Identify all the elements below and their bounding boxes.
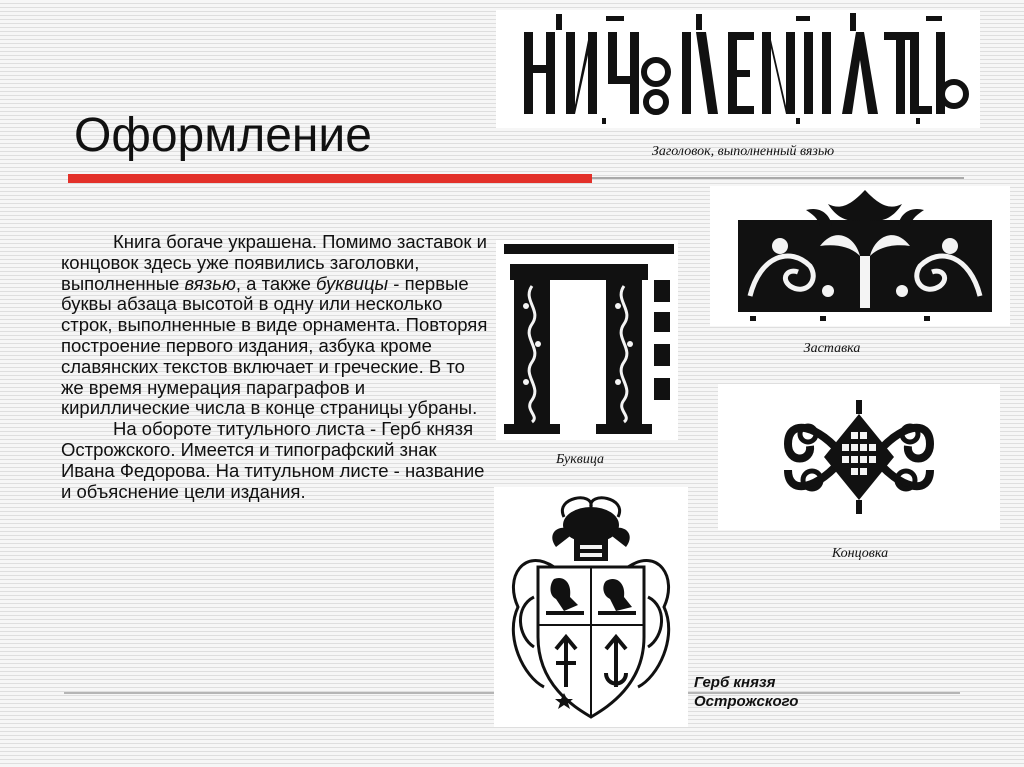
coat-of-arms-illustration: [494, 487, 688, 727]
drop-cap-illustration: [496, 240, 678, 440]
body-text: [61, 232, 491, 502]
caption-header: Заголовок, выполненный вязью: [651, 144, 835, 159]
paragraph-1: [61, 232, 491, 419]
coat-of-arms-image: [494, 487, 688, 727]
paragraph-1-part-2: , а также: [235, 272, 317, 294]
tailpiece-image: [718, 384, 1000, 530]
term-vyaz: вязью: [184, 272, 236, 294]
caption-coat-of-arms: Герб князя Острожского: [694, 674, 799, 710]
term-bukvitsy: буквицы: [316, 272, 389, 294]
headpiece-image: [710, 186, 1010, 326]
headpiece-illustration: [710, 186, 1010, 326]
caption-drop-cap: Буквица: [555, 452, 605, 467]
title-grey-rule: [592, 177, 964, 179]
page-title: Оформление: [74, 109, 372, 162]
ligature-header-illustration: [496, 10, 980, 128]
tailpiece-illustration: [718, 384, 1000, 530]
caption-headpiece: Заставка: [803, 341, 861, 356]
drop-cap-image: [496, 240, 678, 440]
ligature-header-image: [496, 10, 980, 128]
paragraph-1-part-1: Книга богаче украшена. Помимо заставок и концовок здесь уже появились заголовки, выполненные: [61, 231, 487, 294]
paragraph-1-part-3: - первые буквы абзаца высотой в одну или несколько строк, выполненные в виде орнамента. Повторяя построение первого издания, азбука кроме славянских текстов включает и греческие. В то же время нумерация параграфов и кириллические числа в конце страницы убраны.: [61, 272, 488, 419]
title-red-rule: [68, 174, 592, 183]
paragraph-2: На обороте титульного листа - Герб князя Острожского. Имеется и типографский знак Ивана Федорова. На титульном листе - название и объяснение цели издания.: [61, 418, 485, 502]
caption-tailpiece: Концовка: [831, 546, 889, 561]
